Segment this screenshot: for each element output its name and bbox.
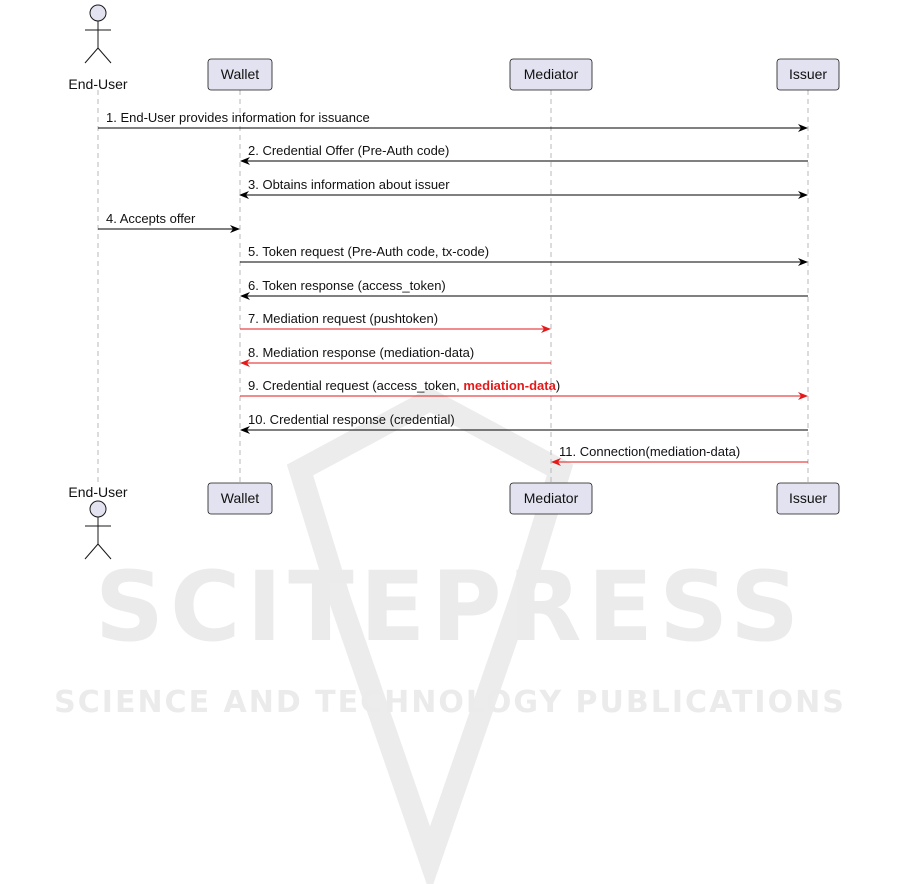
message-label-part: 2. Credential Offer (Pre-Auth code)	[248, 143, 450, 158]
actor-enduser-bottom	[68, 484, 127, 559]
participant-label: Issuer	[788, 490, 828, 506]
message-label-part: 7. Mediation request (pushtoken)	[248, 311, 439, 326]
message-label	[106, 110, 370, 125]
participant-wallet-bottom	[208, 483, 272, 514]
actor-head-icon	[90, 501, 106, 517]
actor-leg-right	[98, 48, 111, 63]
message-11	[552, 444, 808, 462]
message-label	[559, 444, 740, 459]
participant-issuer-top	[777, 59, 839, 90]
message-label	[248, 244, 489, 259]
message-label-part: 1. End-User provides information for issuance	[106, 110, 370, 125]
participant-label: Mediator	[523, 490, 579, 506]
actor-head-icon	[90, 5, 106, 21]
message-label-part: 11. Connection(mediation-data)	[559, 444, 741, 459]
message-label	[248, 311, 438, 326]
message-3	[240, 177, 807, 195]
participant-issuer-bottom	[777, 483, 839, 514]
watermark-subtitle: SCIENCE AND TECHNOLOGY PUBLICATIONS	[54, 685, 846, 720]
actor-enduser-top	[68, 5, 127, 92]
message-4	[98, 211, 239, 229]
message-8	[241, 345, 551, 363]
message-6	[241, 278, 808, 296]
actor-label: End-User	[68, 76, 128, 92]
message-label	[248, 378, 560, 393]
message-label-part: 10. Credential response (credential)	[248, 412, 455, 427]
message-label-part: 5. Token request (Pre-Auth code, tx-code)	[248, 244, 490, 259]
message-1	[98, 110, 807, 128]
message-label	[248, 143, 449, 158]
message-label-part: 4. Accepts offer	[106, 211, 196, 226]
participant-label: Wallet	[220, 490, 260, 506]
message-label	[248, 345, 474, 360]
message-label	[248, 278, 446, 293]
message-label	[248, 412, 455, 427]
actor-leg-right	[98, 544, 111, 559]
actor-leg-left	[85, 544, 98, 559]
message-label-part: 8. Mediation response (mediation-data)	[248, 345, 475, 360]
participant-wallet-top	[208, 59, 272, 90]
participant-mediator-bottom	[510, 483, 592, 514]
message-10	[241, 412, 808, 430]
participant-label: Wallet	[220, 66, 260, 82]
watermark-title: SCITEPRESS	[94, 551, 806, 663]
message-5	[240, 244, 807, 262]
message-2	[241, 143, 808, 161]
participant-label: Issuer	[788, 66, 828, 82]
message-label-part: 3. Obtains information about issuer	[248, 177, 450, 192]
message-7	[240, 311, 550, 329]
message-9	[240, 378, 807, 396]
message-label-highlight: mediation-data	[463, 378, 556, 393]
actor-label: End-User	[68, 484, 128, 500]
message-label	[106, 211, 196, 226]
participant-mediator-top	[510, 59, 592, 90]
actor-leg-left	[85, 48, 98, 63]
message-label-part: 6. Token response (access_token)	[248, 278, 446, 293]
participant-label: Mediator	[523, 66, 579, 82]
message-label-part: 9. Credential request (access_token,	[248, 378, 464, 393]
message-label-part: )	[555, 378, 561, 393]
message-label	[248, 177, 450, 192]
